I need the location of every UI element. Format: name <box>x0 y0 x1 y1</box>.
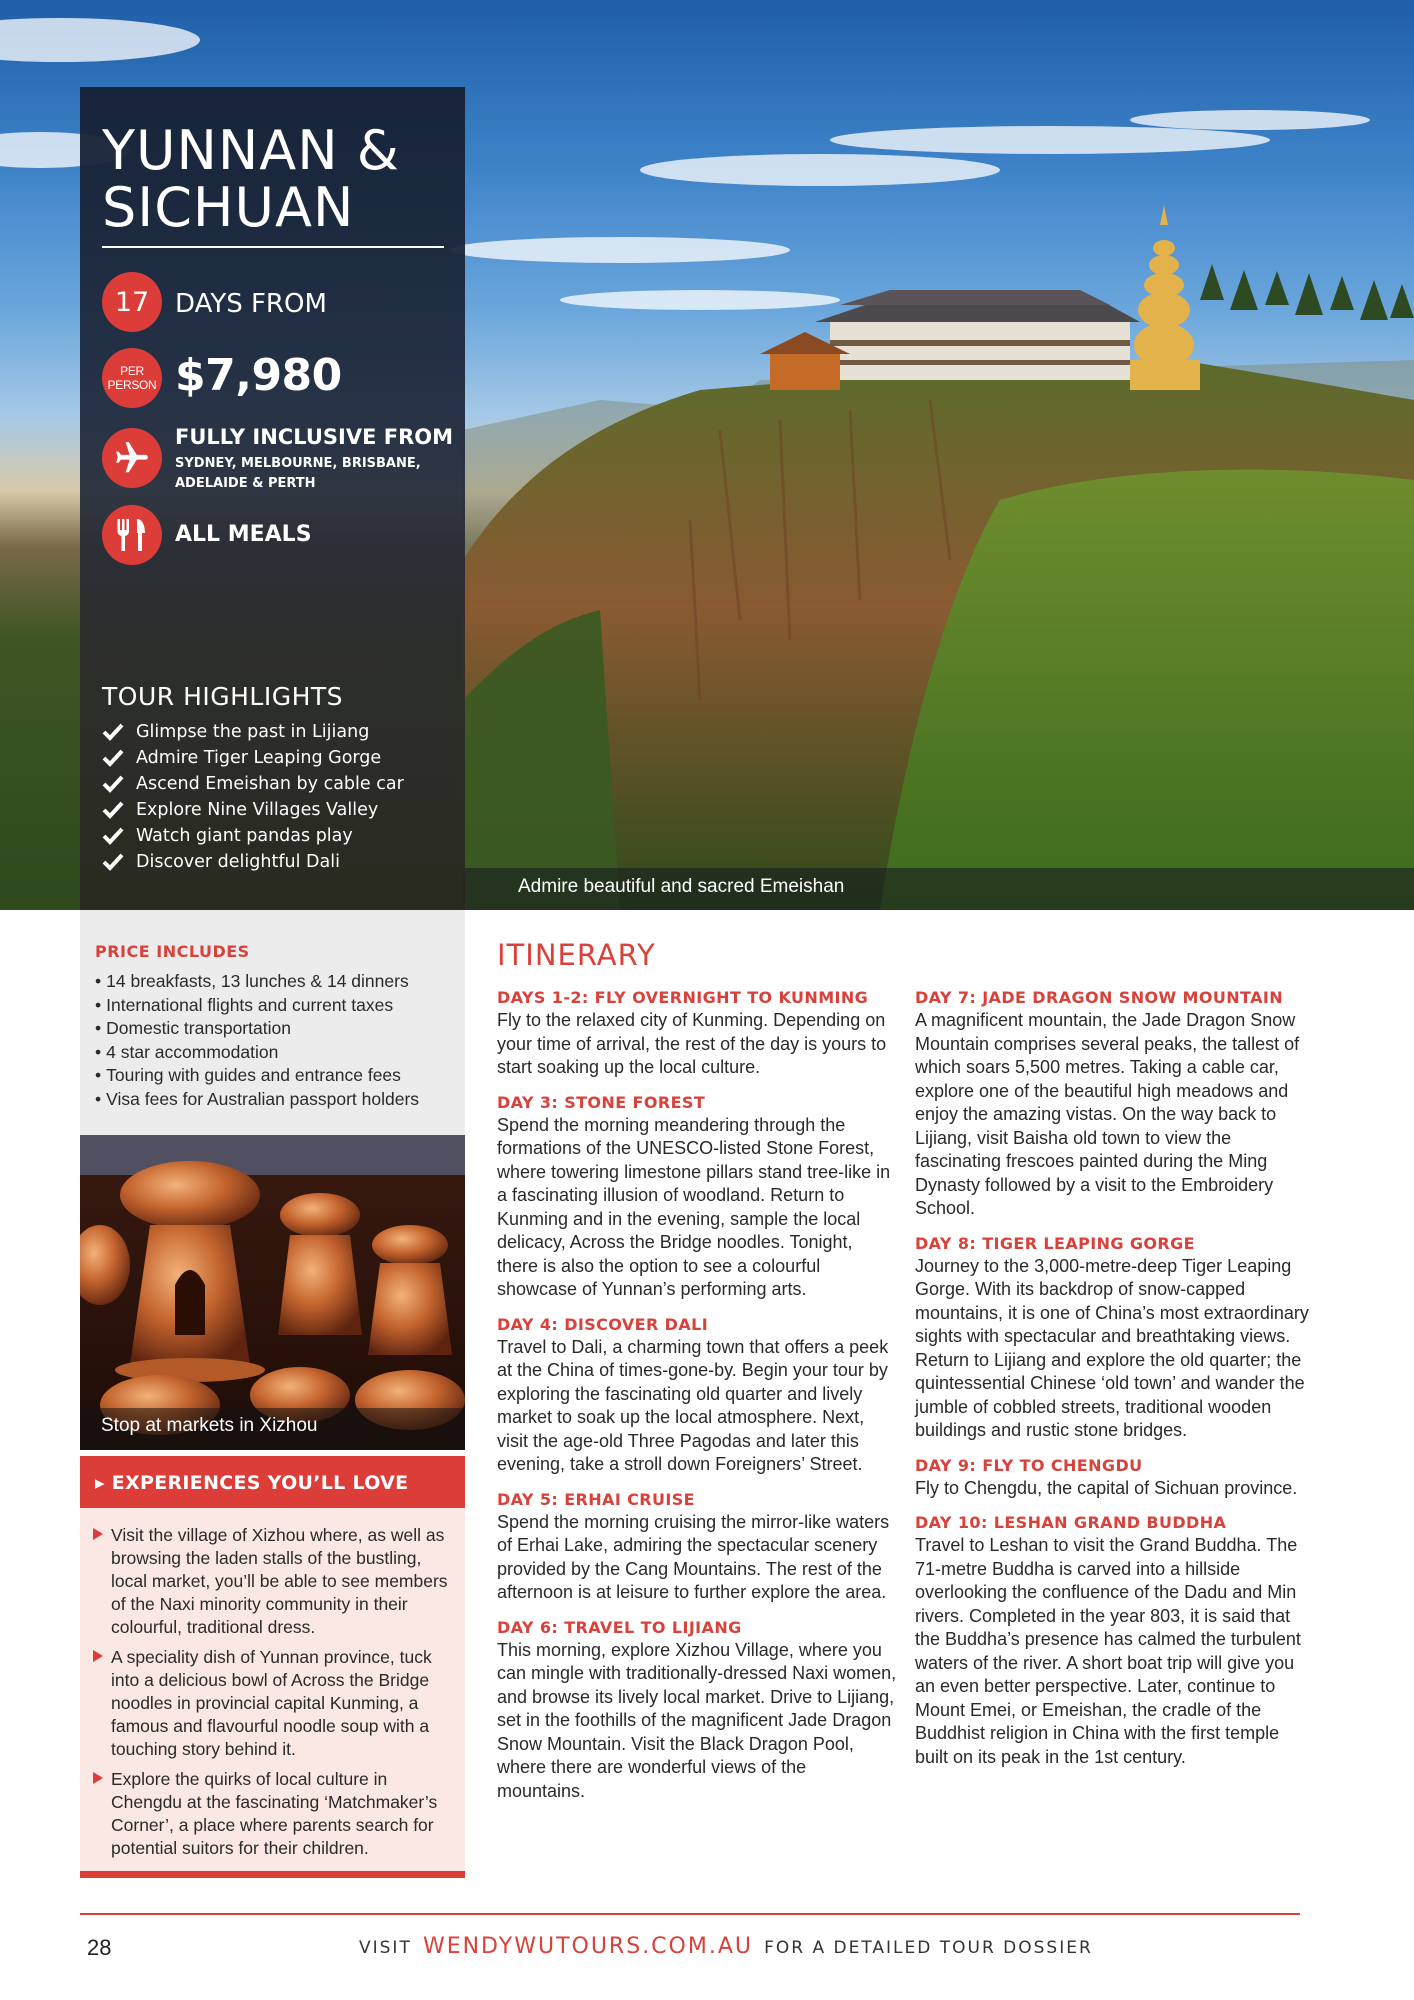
itinerary-day <box>497 1488 897 1605</box>
price-include-item: • 14 breakfasts, 13 lunches & 14 dinners <box>95 970 419 994</box>
day-description: Spend the morning cruising the mirror-like waters of Erhai Lake, admiring the spectacular scenery provided by the Cang Mountains. The rest of the afternoon is at leisure to further explore the area. <box>497 1511 890 1602</box>
day-title: DAY 5: ERHAI CRUISE <box>497 1489 695 1509</box>
day-title: DAY 10: LESHAN GRAND BUDDHA <box>915 1513 1227 1532</box>
day-title: DAY 6: TRAVEL TO LIJIANG <box>497 1617 742 1637</box>
footer-divider <box>80 1913 1300 1915</box>
check-icon <box>102 801 124 819</box>
day-description: Travel to Leshan to visit the Grand Buddha. The 71-metre Buddha is carved into a hillside overlooking the confluence of the Dadu and Min rivers. Completed in the year 803, it is said that the Buddha’s presence has calmed the turbulent waters of the river. A short boat trip will give you an even better perspective. Later, continue to Mount Emei, or Emeishan, the cradle of the Buddhist religion in China with the first temple built on its peak in the 1st century. <box>915 1535 1301 1767</box>
day-description: This morning, explore Xizhou Village, where you can mingle with traditionally-dressed Naxi women, and browse its lively local market. Drive to Lijiang, set in the foothills of the magnificent Jade Dragon Snow Mountain. Visit the Black Dragon Pool, where there are wonderful views of the mountains. <box>497 1639 897 1801</box>
copper-pots-illustration <box>80 1135 465 1450</box>
visit-label: VISIT <box>359 1938 412 1958</box>
golden-pagoda <box>1130 205 1200 390</box>
departure-cities: SYDNEY, MELBOURNE, BRISBANE, ADELAIDE & PERTH <box>175 456 421 491</box>
price-include-item: • International flights and current taxes <box>95 994 419 1018</box>
highlight-text: Watch giant pandas play <box>136 826 353 846</box>
triangle-bullet-icon <box>93 1528 103 1540</box>
price-include-item: • Domestic transportation <box>95 1017 419 1041</box>
day-description: Travel to Dali, a charming town that offers a peek at the China of times-gone-by. Begin your tour by exploring the fascinating old quarter and lively market to soak up the local atmosphere. Next, visit the age-old Three Pagodas and later this evening, take a stroll down Foreigners’ Street. <box>497 1336 889 1474</box>
title-line-1: YUNNAN & <box>102 119 400 182</box>
per-person-badge: PER PERSON <box>102 348 162 408</box>
all-meals-label: ALL MEALS <box>175 522 312 547</box>
highlight-item <box>102 771 404 797</box>
itinerary-day <box>497 1313 897 1477</box>
market-photo-caption: Stop at markets in Xizhou <box>101 1415 318 1436</box>
days-from-label: DAYS FROM <box>175 289 327 319</box>
day-description: Fly to Chengdu, the capital of Sichuan province. <box>915 1477 1298 1498</box>
check-icon <box>102 853 124 871</box>
itinerary-day <box>915 1511 1315 1769</box>
day-description: A magnificent mountain, the Jade Dragon Snow Mountain comprises several peaks, the tallest of which soars 5,500 metres. Taking a cable car, explore one of the beautiful high meadows and enjoy the amazing vistas. On the way back to Lijiang, visit Baisha old town to view the fascinating frescoes painted during the Ming Dynasty followed by a visit to the Embroidery School. <box>915 1010 1300 1218</box>
price-includes-title: PRICE INCLUDES <box>95 942 250 961</box>
experiences-list <box>93 1524 453 1867</box>
itinerary-column-1 <box>497 986 897 1814</box>
itinerary-title: ITINERARY <box>497 938 656 972</box>
price-include-item: • Touring with guides and entrance fees <box>95 1064 419 1088</box>
experience-text: A speciality dish of Yunnan province, tuck into a delicious bowl of Across the Bridge noodles in provincial capital Kunming, a famous and flavourful noodle soup with a touching story behind it. <box>111 1647 432 1759</box>
itinerary-day <box>497 1091 897 1302</box>
highlight-text: Ascend Emeishan by cable car <box>136 774 404 794</box>
itinerary-day <box>915 1454 1315 1501</box>
footer-cta <box>359 1934 1093 1959</box>
experience-item <box>93 1524 453 1639</box>
dossier-label: FOR A DETAILED TOUR DOSSIER <box>764 1938 1093 1958</box>
destination-title <box>102 119 400 239</box>
itinerary-day <box>915 1232 1315 1443</box>
itinerary-column-2 <box>915 986 1315 1780</box>
title-line-2: SICHUAN <box>102 176 355 239</box>
tour-price: $7,980 <box>175 350 342 401</box>
experience-item <box>93 1768 453 1860</box>
day-title: DAY 4: DISCOVER DALI <box>497 1314 709 1334</box>
highlight-item <box>102 745 404 771</box>
highlight-text: Explore Nine Villages Valley <box>136 800 379 820</box>
day-title: DAY 3: STONE FOREST <box>497 1092 706 1112</box>
page-number: 28 <box>87 1935 112 1960</box>
experience-text: Explore the quirks of local culture in Chengdu at the fascinating ‘Matchmaker’s Corner’, a place where parents search for potential suitors for their children. <box>111 1769 438 1858</box>
price-include-item: • 4 star accommodation <box>95 1041 419 1065</box>
website-link[interactable]: WENDYWUTOURS.COM.AU <box>422 1934 753 1959</box>
tour-highlights-list <box>102 719 404 875</box>
check-icon <box>102 775 124 793</box>
hero-photo-caption: Admire beautiful and sacred Emeishan <box>518 876 845 897</box>
itinerary-day <box>497 986 897 1080</box>
itinerary-day <box>497 1616 897 1804</box>
highlight-text: Discover delightful Dali <box>136 852 340 872</box>
highlight-item <box>102 719 404 745</box>
triangle-bullet-icon <box>93 1772 103 1784</box>
fully-inclusive-label: FULLY INCLUSIVE FROM <box>175 425 454 449</box>
experience-text: Visit the village of Xizhou where, as well as browsing the laden stalls of the bustling, local market, you’ll be able to see members of the Naxi minority community in their colourful, traditional dress. <box>111 1525 448 1637</box>
day-title: DAY 9: FLY TO CHENGDU <box>915 1455 1143 1475</box>
day-description: Fly to the relaxed city of Kunming. Depending on your time of arrival, the rest of the day is yours to start soaking up the local culture. <box>497 1010 887 1077</box>
airplane-icon <box>102 428 162 488</box>
check-icon <box>102 827 124 845</box>
triangle-bullet-icon <box>93 1650 103 1662</box>
check-icon <box>102 723 124 741</box>
highlight-item <box>102 823 404 849</box>
experience-item <box>93 1646 453 1761</box>
highlight-text: Glimpse the past in Lijiang <box>136 722 370 742</box>
experiences-title: ▸ EXPERIENCES YOU’LL LOVE <box>95 1472 409 1494</box>
price-includes-list <box>95 970 419 1112</box>
day-title: DAY 7: JADE DRAGON SNOW MOUNTAIN <box>915 988 1284 1007</box>
day-description: Journey to the 3,000-metre-deep Tiger Leaping Gorge. With its backdrop of snow-capped mountains, it is one of China’s most extraordinary sights with spectacular and breathtaking views. Return to Lijiang and explore the old quarter; the quintessential Chinese ‘old town’ and wander the jumble of cobbled streets, traditional wooden buildings and rustic stone bridges. <box>915 1255 1309 1440</box>
price-include-item: • Visa fees for Australian passport holders <box>95 1088 419 1112</box>
highlight-item <box>102 797 404 823</box>
day-title: DAYS 1-2: FLY OVERNIGHT TO KUNMING <box>497 988 869 1007</box>
day-description: Spend the morning meandering through the formations of the UNESCO-listed Stone Forest, where towering limestone pillars stand tree-like in a fascinating illusion of woodland. Return to Kunming and in the evening, sample the local delicacy, Across the Bridge noodles. Tonight, there is also the option to see a colourful showcase of Yunnan’s performing arts. <box>497 1114 891 1299</box>
check-icon <box>102 749 124 767</box>
highlight-text: Admire Tiger Leaping Gorge <box>136 748 382 768</box>
title-divider <box>102 246 444 248</box>
cutlery-icon <box>102 505 162 565</box>
itinerary-day <box>915 986 1315 1221</box>
days-badge: 17 <box>102 272 162 332</box>
tour-highlights-title: TOUR HIGHLIGHTS <box>102 682 344 711</box>
highlight-item <box>102 849 404 875</box>
day-title: DAY 8: TIGER LEAPING GORGE <box>915 1233 1196 1253</box>
market-photo <box>80 1135 465 1450</box>
